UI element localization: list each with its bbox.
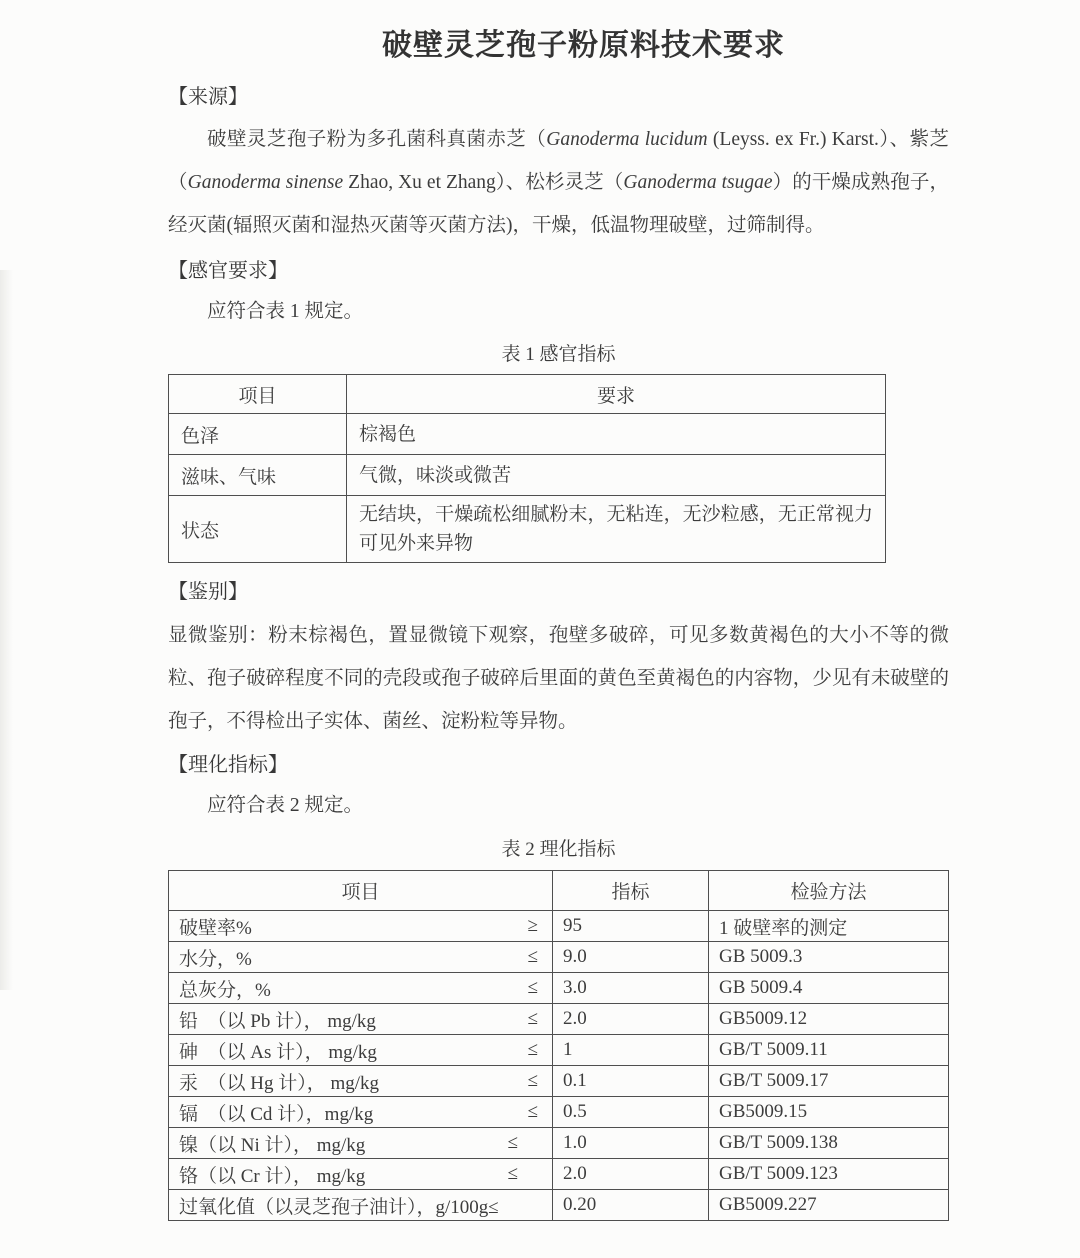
- item-label: 铅 （以 Pb 计）， mg/kg: [179, 1010, 376, 1032]
- value-cell: 95: [553, 911, 709, 942]
- limit-symbol: ≤: [527, 977, 538, 998]
- table-row: [169, 1128, 949, 1159]
- table-row: [169, 1190, 949, 1221]
- method-cell: GB 5009.3: [709, 942, 949, 973]
- identification-paragraph: 显微鉴别：粉末棕褐色，置显微镜下观察，孢壁多破碎，可见多数黄褐色的大小不等的微粒、孢子破碎程度不同的壳段或孢子破碎后里面的黄色至黄褐色的内容物，少见有未破壁的孢子，不得检出子实体、菌丝、淀粉粒等异物。: [168, 625, 949, 732]
- table-row: [169, 1004, 949, 1035]
- method-cell: GB/T 5009.11: [709, 1035, 949, 1066]
- table-row: [169, 1097, 949, 1128]
- column-header-item: 项目: [169, 871, 553, 911]
- item-label: 过氧化值（以灵芝孢子油计），g/100g≤: [179, 1196, 499, 1218]
- table-row: [169, 496, 886, 563]
- column-header-item: 项目: [169, 375, 347, 414]
- source-paragraph: 破壁灵芝孢子粉为多孔菌科真菌赤芝（Ganoderma lucidum (Leyss. ex Fr.) Karst.）、紫芝（Ganoderma sinense Zhao, Xu et Zhang）、松杉灵芝（Ganoderma tsugae）的干燥成熟孢子，经灭菌(辐照灭菌和湿热灭菌等灭菌方法)，干燥，低温物理破壁，过筛制得。: [168, 129, 949, 236]
- table-row: [169, 1035, 949, 1066]
- table-row: [169, 1066, 949, 1097]
- method-cell: GB5009.12: [709, 1004, 949, 1035]
- value-cell: 1.0: [553, 1128, 709, 1159]
- table-row: [169, 455, 886, 496]
- section-heading-source: 【来源】: [168, 86, 248, 108]
- item-label: 破壁率%: [179, 917, 252, 939]
- method-cell: GB/T 5009.138: [709, 1128, 949, 1159]
- item-label: 镍（以 Ni 计）， mg/kg: [179, 1134, 366, 1156]
- method-cell: GB 5009.4: [709, 973, 949, 1004]
- value-cell: 2.0: [553, 1004, 709, 1035]
- value-cell: 0.1: [553, 1066, 709, 1097]
- item-label: 总灰分，%: [179, 979, 271, 1001]
- requirement-cell: 无结块，干燥疏松细腻粉末，无粘连，无沙粒感，无正常视力可见外来异物: [347, 496, 886, 563]
- physchem-table: [168, 870, 949, 1221]
- limit-symbol: ≤: [527, 1101, 538, 1122]
- item-label: 砷 （以 As 计）， mg/kg: [179, 1041, 377, 1063]
- sensory-note: 应符合表 1 规定。: [207, 301, 364, 322]
- requirement-cell: 气微，味淡或微苦: [347, 455, 886, 496]
- limit-symbol: ≤: [527, 1008, 538, 1029]
- item-cell: 滋味、气味: [169, 455, 347, 496]
- item-label: 水分，%: [179, 948, 252, 970]
- column-header-method: 检验方法: [709, 871, 949, 911]
- table-row: [169, 911, 949, 942]
- item-label: 镉 （以 Cd 计），mg/kg: [179, 1103, 374, 1125]
- value-cell: 2.0: [553, 1159, 709, 1190]
- limit-symbol: ≤: [527, 1070, 538, 1091]
- column-header-index: 指标: [553, 871, 709, 911]
- table1-caption: 表 1 感官指标: [501, 344, 616, 365]
- method-cell: GB/T 5009.123: [709, 1159, 949, 1190]
- item-cell: 色泽: [169, 414, 347, 455]
- table-row: [169, 942, 949, 973]
- item-cell: 状态: [169, 496, 347, 563]
- item-label: 铬（以 Cr 计）， mg/kg: [179, 1165, 366, 1187]
- limit-symbol: ≥: [527, 915, 538, 936]
- value-cell: 9.0: [553, 942, 709, 973]
- value-cell: 0.5: [553, 1097, 709, 1128]
- method-cell: GB5009.227: [709, 1190, 949, 1221]
- limit-symbol: ≤: [507, 1163, 518, 1184]
- limit-symbol: ≤: [527, 1039, 538, 1060]
- document-title: 破壁灵芝孢子粉原料技术要求: [382, 29, 785, 62]
- column-header-requirement: 要求: [347, 375, 886, 414]
- method-cell: GB/T 5009.17: [709, 1066, 949, 1097]
- value-cell: 3.0: [553, 973, 709, 1004]
- table-header-row: [169, 375, 886, 414]
- sensory-table: [168, 374, 886, 563]
- item-label: 汞 （以 Hg 计）， mg/kg: [179, 1072, 380, 1094]
- section-heading-sensory: 【感官要求】: [168, 260, 288, 282]
- method-cell: 1 破壁率的测定: [709, 911, 949, 942]
- physchem-note: 应符合表 2 规定。: [207, 795, 364, 816]
- requirement-cell: 棕褐色: [347, 414, 886, 455]
- limit-symbol: ≤: [527, 946, 538, 967]
- table-header-row: [169, 871, 949, 911]
- section-heading-physchem: 【理化指标】: [168, 754, 288, 776]
- section-heading-identification: 【鉴别】: [168, 581, 248, 603]
- table-row: [169, 1159, 949, 1190]
- method-cell: GB5009.15: [709, 1097, 949, 1128]
- table-row: [169, 973, 949, 1004]
- limit-symbol: ≤: [507, 1132, 518, 1153]
- value-cell: 0.20: [553, 1190, 709, 1221]
- table-row: [169, 414, 886, 455]
- value-cell: 1: [553, 1035, 709, 1066]
- table2-caption: 表 2 理化指标: [501, 839, 616, 860]
